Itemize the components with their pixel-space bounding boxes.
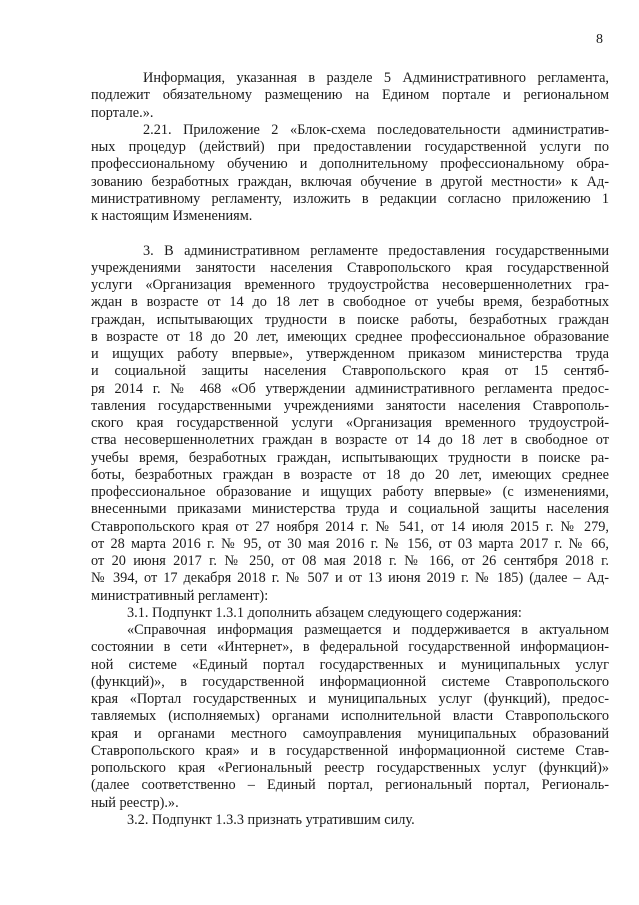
text-line: ства несовершеннолетних граждан в возрасте от 14 до 18 лет в свободное от xyxy=(91,432,609,449)
text-line: № 394, от 17 декабря 2018 г. № 507 и от 13 июня 2019 г. № 185) (далее – Ад- xyxy=(91,570,609,587)
document-body xyxy=(91,70,609,829)
text-line: от 28 марта 2016 г. № 95, от 30 мая 2016 г. № 156, от 03 марта 2017 г. № 66, xyxy=(91,535,609,552)
text-line: тавляемых (исполняемых) органами исполнительной власти Ставропольского xyxy=(91,708,609,725)
text-line: и ищущих работу впервые», утвержденном приказом министерства труда xyxy=(91,346,609,362)
text-line: министративный регламент): xyxy=(91,587,269,604)
text-line: портале.». xyxy=(91,104,154,121)
text-line: и социальной защиты населения Ставропольского края от 15 сентяб- xyxy=(91,363,609,380)
text-line: ный реестр).». xyxy=(91,794,179,811)
text-line: граждан, испытывающих трудности в поиске работы, безработных граждан xyxy=(91,311,609,328)
text-line: министративному регламенту, изложить в редакции согласно приложению 1 xyxy=(91,190,609,207)
text-line: состоянии в сети «Интернет», в федеральной государственной информацион- xyxy=(91,639,609,656)
text-line: Информация, указанная в разделе 5 Административного регламента, xyxy=(143,70,609,86)
text-line: ной системе «Единый портал государственных и муниципальных услуг xyxy=(91,656,609,673)
text-line: «Справочная информация размещается и поддерживается в актуальном xyxy=(127,622,609,638)
text-line: ря 2014 г. № 468 «Об утверждении административного регламента предос- xyxy=(91,380,609,397)
text-line: 3.2. Подпункт 1.3.3 признать утратившим силу. xyxy=(127,811,415,828)
text-line: (функций)», в государственной информационной системе Ставропольского xyxy=(91,673,609,690)
text-line: от 20 июня 2017 г. № 250, от 08 мая 2018 г. № 166, от 26 сентября 2018 г. xyxy=(91,553,609,569)
text-line: услуги «Организация временного трудоустройства несовершеннолетних гра- xyxy=(91,277,609,293)
text-line: профессиональное образование и ищущих работу впервые» (с изменениями, xyxy=(91,484,609,500)
text-line: тавления государственными учреждениями занятости населения Ставрополь- xyxy=(91,397,609,414)
text-line: 3.1. Подпункт 1.3.1 дополнить абзацем следующего содержания: xyxy=(127,604,522,621)
text-line: в возрасте от 18 до 20 лет, имеющих среднее профессиональное образование xyxy=(91,328,609,345)
text-line: учебы время, безработных граждан, испытывающих трудности в поиске ра- xyxy=(91,449,609,466)
text-line: зованию безработных граждан, включая обучение в другой местности» к Ад- xyxy=(91,173,609,190)
text-line: ждан в возрасте от 14 до 18 лет в свободное от учебы время, безработных xyxy=(91,294,609,311)
text-line: боты, безработных граждан в возрасте от 18 до 20 лет, имеющих среднее xyxy=(91,466,609,483)
text-line: учреждениями занятости населения Ставропольского края государственной xyxy=(91,259,609,276)
text-line: к настоящим Изменениям. xyxy=(91,208,253,224)
text-line: края и органами местного самоуправления муниципальных образований xyxy=(91,725,609,742)
page-number: 8 xyxy=(596,32,603,47)
text-line: Ставропольского края от 27 ноября 2014 г. № 541, от 14 июля 2015 г. № 279, xyxy=(91,518,609,535)
text-line: Ставропольского края» и в государственной информационной системе Став- xyxy=(91,742,609,759)
text-line: ных процедур (действий) при предоставлении государственной услуги по xyxy=(91,139,609,155)
text-line: края «Портал государственных и муниципальных услуг (функций), предос- xyxy=(91,691,609,707)
text-line: профессиональному обучению и дополнительному профессиональному обра- xyxy=(91,156,609,173)
text-line: ропольского края «Региональный реестр государственных услуг (функций)» xyxy=(91,760,609,776)
text-line: 2.21. Приложение 2 «Блок-схема последовательности административ- xyxy=(143,121,609,138)
text-line: подлежит обязательному размещению на Едином портале и региональном xyxy=(91,87,609,104)
text-line: внесенными приказами министерства труда и социальной защиты населения xyxy=(91,501,609,518)
text-line: ского края государственной услуги «Организация временного трудоустрой- xyxy=(91,415,609,431)
text-line: (далее соответственно – Единый портал, региональный портал, Региональ- xyxy=(91,777,609,794)
text-line: 3. В административном регламенте предоставления государственными xyxy=(143,242,609,259)
